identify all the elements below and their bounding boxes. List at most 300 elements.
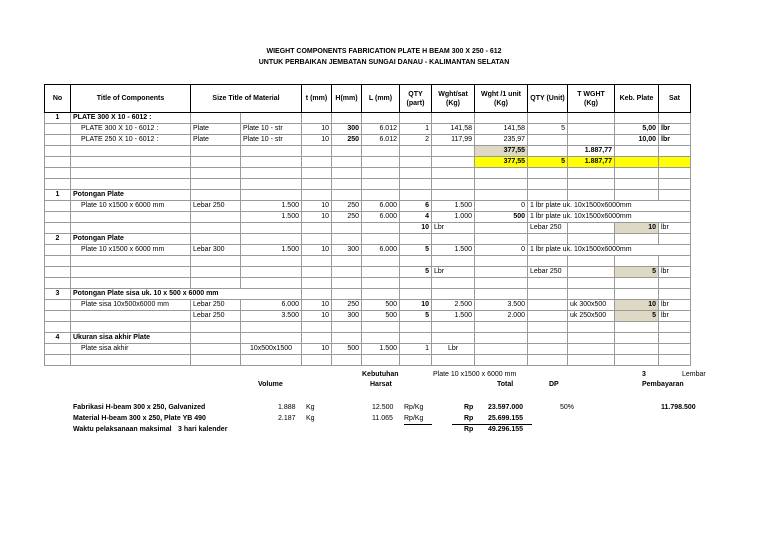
table-cell xyxy=(432,256,475,267)
table-cell xyxy=(362,146,400,157)
pembayaran-label: Pembayaran xyxy=(642,381,684,388)
table-cell xyxy=(45,300,71,311)
table-cell xyxy=(659,168,691,179)
table-cell xyxy=(615,289,659,300)
table-cell xyxy=(615,146,659,157)
table-row xyxy=(45,234,691,245)
table-cell xyxy=(332,146,362,157)
table-cell: 5 xyxy=(400,245,432,256)
table-cell xyxy=(362,113,400,124)
table-cell: 300 xyxy=(332,124,362,135)
cost-dp: 50% xyxy=(560,404,575,411)
table-cell: lbr xyxy=(659,267,691,278)
table-cell xyxy=(528,168,568,179)
table-cell xyxy=(191,190,241,201)
table-cell: Potongan Plate sisa uk. 10 x 500 x 6000 mm xyxy=(71,289,302,300)
table-cell xyxy=(191,267,241,278)
table-cell xyxy=(302,157,332,168)
table-cell: 500 xyxy=(475,212,528,223)
table-cell: 377,55 xyxy=(475,157,528,168)
table-cell xyxy=(362,179,400,190)
table-cell: 2 xyxy=(45,234,71,245)
table-cell xyxy=(659,146,691,157)
table-cell xyxy=(568,355,615,366)
table-cell xyxy=(45,245,71,256)
table-cell xyxy=(432,113,475,124)
table-cell xyxy=(400,168,432,179)
table-row xyxy=(45,333,691,344)
table-cell xyxy=(302,190,332,201)
table-cell: 6.000 xyxy=(362,201,400,212)
table-cell xyxy=(400,355,432,366)
table-cell xyxy=(432,333,475,344)
grand-rp: Rp xyxy=(464,426,474,433)
volume-label: Volume xyxy=(258,381,283,388)
table-cell xyxy=(362,322,400,333)
table-cell xyxy=(191,212,241,223)
table-cell xyxy=(241,157,302,168)
table-cell xyxy=(45,355,71,366)
table-cell xyxy=(332,113,362,124)
table-cell: lbr xyxy=(659,124,691,135)
col-size: Size Title of Material xyxy=(191,85,302,113)
table-row xyxy=(45,190,691,201)
table-cell xyxy=(45,135,71,146)
table-cell: 1.500 xyxy=(362,344,400,355)
table-cell xyxy=(528,113,568,124)
table-cell xyxy=(241,278,302,289)
table-cell xyxy=(475,223,528,234)
table-cell xyxy=(191,113,241,124)
table-row xyxy=(45,311,691,322)
total-row xyxy=(45,157,691,168)
table-cell xyxy=(302,234,332,245)
table-cell: lbr xyxy=(659,300,691,311)
table-cell xyxy=(432,179,475,190)
table-cell: PLATE 300 X 10 - 6012 : xyxy=(71,124,191,135)
underline xyxy=(452,424,532,425)
table-cell: 0 xyxy=(475,201,528,212)
table-cell xyxy=(475,179,528,190)
table-row xyxy=(45,322,691,333)
table-cell xyxy=(528,289,568,300)
table-cell xyxy=(362,190,400,201)
table-cell: 10,00 xyxy=(615,135,659,146)
table-cell xyxy=(71,179,191,190)
table-cell xyxy=(45,201,71,212)
table-cell: 250 xyxy=(332,135,362,146)
table-cell: 1.000 xyxy=(432,212,475,223)
cost-unit: Kg xyxy=(306,404,315,411)
table-cell xyxy=(528,146,568,157)
table-cell xyxy=(475,190,528,201)
table-cell xyxy=(332,190,362,201)
table-cell: Lebar 250 xyxy=(528,267,568,278)
table-cell xyxy=(45,278,71,289)
table-cell: 250 xyxy=(332,212,362,223)
table-cell xyxy=(191,322,241,333)
table-cell: 10 xyxy=(615,300,659,311)
table-cell xyxy=(191,179,241,190)
col-wsat: Wght/sat (Kg) xyxy=(432,85,475,113)
col-qunit: QTY (Unit) xyxy=(528,85,568,113)
table-cell xyxy=(400,234,432,245)
table-row xyxy=(45,344,691,355)
table-cell xyxy=(528,179,568,190)
table-cell xyxy=(400,289,432,300)
table-cell xyxy=(241,234,302,245)
table-row xyxy=(45,135,691,146)
cost-rp: Rp xyxy=(464,404,474,411)
table-cell xyxy=(400,278,432,289)
table-cell: Lbr xyxy=(432,267,475,278)
table-cell xyxy=(45,212,71,223)
table-cell: 0 xyxy=(475,245,528,256)
table-cell xyxy=(302,355,332,366)
table-cell xyxy=(241,113,302,124)
table-cell xyxy=(45,168,71,179)
table-cell xyxy=(71,278,191,289)
table-cell xyxy=(615,355,659,366)
table-cell xyxy=(332,157,362,168)
table-cell: lbr xyxy=(659,135,691,146)
table-cell xyxy=(45,322,71,333)
table-cell xyxy=(302,278,332,289)
components-table xyxy=(44,84,691,366)
cost-harsat: 11.065 xyxy=(372,415,393,422)
table-cell: Plate 10 x1500 x 6000 mm xyxy=(71,201,191,212)
grand-total: 49.296.155 xyxy=(488,426,524,433)
table-cell: 10 xyxy=(400,223,432,234)
table-cell xyxy=(71,223,191,234)
table-cell xyxy=(332,289,362,300)
col-title: Title of Components xyxy=(71,85,191,113)
table-cell xyxy=(475,355,528,366)
table-cell xyxy=(71,267,191,278)
table-cell xyxy=(362,223,400,234)
table-cell: 10 xyxy=(302,344,332,355)
table-cell xyxy=(432,190,475,201)
table-cell: Potongan Plate xyxy=(71,190,191,201)
table-cell: PLATE 300 X 10 - 6012 : xyxy=(71,113,191,124)
waktu-label: Waktu pelaksanaan maksimal xyxy=(73,426,172,433)
cost-total: 23.597.000 xyxy=(488,404,524,411)
table-cell: Lebar 250 xyxy=(191,201,241,212)
table-cell: uk 250x500 xyxy=(568,311,615,322)
report-subtitle: UNTUK PERBAIKAN JEMBATAN SUNGAI DANAU - KALIMANTAN SELATAN xyxy=(258,59,510,66)
table-cell: Lebar 250 xyxy=(528,223,568,234)
table-cell: 3 xyxy=(45,289,71,300)
table-cell xyxy=(332,355,362,366)
table-cell xyxy=(241,190,302,201)
table-cell xyxy=(475,168,528,179)
table-cell xyxy=(362,267,400,278)
table-cell: 500 xyxy=(362,300,400,311)
cost-label: Material H-beam 300 x 250, Plate YB 490 xyxy=(73,415,206,422)
table-cell xyxy=(432,289,475,300)
table-cell: PLATE 250 X 10 - 6012 : xyxy=(71,135,191,146)
table-cell xyxy=(302,289,332,300)
table-cell xyxy=(45,311,71,322)
table-row xyxy=(45,245,691,256)
table-cell: 10 xyxy=(302,201,332,212)
table-cell xyxy=(615,168,659,179)
table-cell xyxy=(362,333,400,344)
table-cell: 4 xyxy=(45,333,71,344)
header-row xyxy=(45,85,691,113)
table-row xyxy=(45,267,691,278)
table-cell xyxy=(362,289,400,300)
table-cell xyxy=(400,157,432,168)
table-cell xyxy=(475,234,528,245)
table-row xyxy=(45,212,691,223)
table-cell xyxy=(191,168,241,179)
table-cell xyxy=(568,344,615,355)
table-cell xyxy=(568,223,615,234)
table-cell: 2.000 xyxy=(475,311,528,322)
table-cell xyxy=(191,256,241,267)
table-cell xyxy=(71,322,191,333)
cost-per: Rp/Kg xyxy=(404,404,424,411)
table-cell: 5 xyxy=(528,124,568,135)
table-cell xyxy=(241,333,302,344)
table-cell xyxy=(432,322,475,333)
table-cell: 1.500 xyxy=(241,201,302,212)
table-cell: 141,58 xyxy=(475,124,528,135)
table-cell xyxy=(475,278,528,289)
table-cell: 3.500 xyxy=(475,300,528,311)
lembar-label: Lembar xyxy=(682,371,706,378)
report-title: WIEGHT COMPONENTS FABRICATION PLATE H BEAM 300 X 250 - 612 xyxy=(266,48,502,55)
table-cell xyxy=(615,333,659,344)
table-cell: 1 lbr plate uk. 10x1500x6000mm xyxy=(528,245,691,256)
plate-desc: Plate 10 x1500 x 6000 mm xyxy=(433,371,517,378)
table-cell xyxy=(432,278,475,289)
table-cell xyxy=(191,146,241,157)
table-cell xyxy=(191,234,241,245)
table-cell xyxy=(45,223,71,234)
table-cell xyxy=(568,333,615,344)
table-cell xyxy=(528,190,568,201)
table-cell xyxy=(302,322,332,333)
table-cell: 300 xyxy=(332,311,362,322)
table-cell: 10 xyxy=(302,135,332,146)
table-cell xyxy=(362,168,400,179)
table-cell: 6.000 xyxy=(362,212,400,223)
table-cell xyxy=(659,344,691,355)
table-cell: 250 xyxy=(332,300,362,311)
cost-unit: Kg xyxy=(306,415,315,422)
table-row xyxy=(45,300,691,311)
table-cell: 10 xyxy=(302,212,332,223)
table-cell xyxy=(241,256,302,267)
table-cell xyxy=(191,355,241,366)
table-cell xyxy=(362,234,400,245)
table-cell xyxy=(568,168,615,179)
table-cell xyxy=(362,355,400,366)
table-cell xyxy=(615,234,659,245)
table-cell xyxy=(615,190,659,201)
table-cell: 4 xyxy=(400,212,432,223)
table-cell xyxy=(45,157,71,168)
col-h: H(mm) xyxy=(332,85,362,113)
harsat-label: Harsat xyxy=(370,381,392,388)
table-cell xyxy=(241,267,302,278)
cost-volume: 1.888 xyxy=(278,404,296,411)
table-cell: Ukuran sisa akhir Plate xyxy=(71,333,191,344)
table-cell: 300 xyxy=(332,245,362,256)
table-cell: 5 xyxy=(400,267,432,278)
kebutuhan-label: Kebutuhan xyxy=(362,371,399,378)
table-cell: 1.887,77 xyxy=(568,146,615,157)
table-cell xyxy=(332,234,362,245)
table-cell: 1 xyxy=(400,344,432,355)
table-cell: 5 xyxy=(400,311,432,322)
table-cell xyxy=(659,355,691,366)
table-row xyxy=(45,168,691,179)
table-cell xyxy=(71,146,191,157)
table-row xyxy=(45,278,691,289)
table-cell: 10 xyxy=(302,124,332,135)
table-cell xyxy=(302,113,332,124)
table-cell: 1 xyxy=(45,113,71,124)
table-cell: 10 xyxy=(400,300,432,311)
table-cell: 10 xyxy=(302,245,332,256)
table-cell xyxy=(659,113,691,124)
table-cell xyxy=(615,256,659,267)
table-cell xyxy=(45,344,71,355)
table-cell xyxy=(432,146,475,157)
table-cell: 1 lbr plate uk. 10x1500x6000mm xyxy=(528,212,691,223)
waktu-value: 3 hari kalender xyxy=(178,426,228,433)
table-cell xyxy=(71,157,191,168)
col-sat: Sat xyxy=(659,85,691,113)
table-cell xyxy=(475,267,528,278)
table-cell xyxy=(191,333,241,344)
table-cell: 1.500 xyxy=(432,245,475,256)
table-cell: 1 xyxy=(45,190,71,201)
table-cell: Plate sisa 10x500x6000 mm xyxy=(71,300,191,311)
table-cell: 1.500 xyxy=(241,212,302,223)
table-cell xyxy=(432,157,475,168)
underline xyxy=(404,424,432,425)
table-cell xyxy=(432,355,475,366)
cost-label: Fabrikasi H-beam 300 x 250, Galvanized xyxy=(73,404,206,411)
table-cell xyxy=(45,179,71,190)
table-cell xyxy=(568,322,615,333)
table-cell xyxy=(432,168,475,179)
table-cell: Lebar 250 xyxy=(191,300,241,311)
table-cell xyxy=(615,278,659,289)
table-cell xyxy=(475,289,528,300)
col-twght: T WGHT (Kg) xyxy=(568,85,615,113)
table-cell: Lebar 250 xyxy=(191,311,241,322)
table-cell: uk 300x500 xyxy=(568,300,615,311)
table-cell: Plate xyxy=(191,135,241,146)
table-cell xyxy=(475,322,528,333)
table-row xyxy=(45,289,691,300)
table-cell xyxy=(475,344,528,355)
table-cell xyxy=(528,135,568,146)
table-cell xyxy=(332,267,362,278)
table-cell xyxy=(241,179,302,190)
table-cell: 1 lbr plate uk. 10x1500x6000mm xyxy=(528,201,691,212)
table-cell xyxy=(332,168,362,179)
table-row xyxy=(45,113,691,124)
table-cell: 500 xyxy=(362,311,400,322)
table-cell xyxy=(659,157,691,168)
table-cell xyxy=(302,223,332,234)
lembar-count: 3 xyxy=(642,371,646,378)
table-cell xyxy=(528,234,568,245)
table-cell xyxy=(568,278,615,289)
table-row xyxy=(45,146,691,157)
table-cell: Lebar 300 xyxy=(191,245,241,256)
table-cell xyxy=(400,146,432,157)
table-cell xyxy=(400,333,432,344)
table-cell: Lbr xyxy=(432,344,475,355)
table-cell xyxy=(568,234,615,245)
table-cell xyxy=(659,190,691,201)
table-cell: 2.500 xyxy=(432,300,475,311)
table-cell: Plate 10 - str xyxy=(241,135,302,146)
table-cell xyxy=(302,168,332,179)
table-cell: 250 xyxy=(332,201,362,212)
table-cell xyxy=(615,179,659,190)
cost-per: Rp/Kg xyxy=(404,415,424,422)
table-row xyxy=(45,223,691,234)
table-cell xyxy=(191,278,241,289)
table-cell xyxy=(528,278,568,289)
table-cell: 6 xyxy=(400,201,432,212)
table-cell: 5 xyxy=(528,157,568,168)
table-cell: 1.887,77 xyxy=(568,157,615,168)
table-cell xyxy=(302,146,332,157)
table-cell xyxy=(615,344,659,355)
table-cell xyxy=(332,322,362,333)
table-cell: 6.000 xyxy=(362,245,400,256)
table-cell: 10 xyxy=(302,300,332,311)
table-cell xyxy=(659,179,691,190)
table-cell xyxy=(71,256,191,267)
table-cell xyxy=(568,179,615,190)
table-cell: Potongan Plate xyxy=(71,234,191,245)
table-cell xyxy=(528,344,568,355)
table-cell xyxy=(568,267,615,278)
table-cell xyxy=(400,179,432,190)
table-cell xyxy=(475,113,528,124)
table-cell xyxy=(615,157,659,168)
table-cell xyxy=(528,322,568,333)
table-cell: Lbr xyxy=(432,223,475,234)
table-cell: 6.012 xyxy=(362,124,400,135)
table-cell xyxy=(191,157,241,168)
table-cell xyxy=(45,146,71,157)
table-cell: 141,58 xyxy=(432,124,475,135)
col-t: t (mm) xyxy=(302,85,332,113)
table-cell xyxy=(568,113,615,124)
table-cell xyxy=(362,256,400,267)
table-cell xyxy=(528,355,568,366)
table-cell xyxy=(568,135,615,146)
table-cell xyxy=(568,190,615,201)
table-cell xyxy=(45,124,71,135)
dp-label: DP xyxy=(549,381,559,388)
table-cell: 10x500x1500 xyxy=(241,344,302,355)
col-l: L (mm) xyxy=(362,85,400,113)
table-cell xyxy=(528,311,568,322)
table-cell xyxy=(568,289,615,300)
